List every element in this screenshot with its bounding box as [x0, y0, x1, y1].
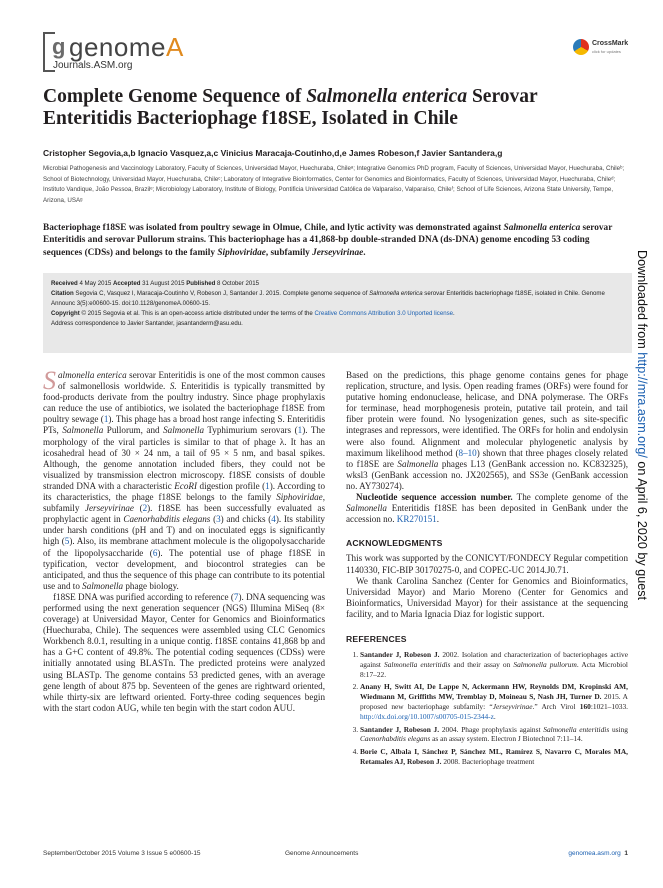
- watermark-link[interactable]: http://mra.asm.org/: [635, 352, 649, 458]
- body-paragraph-2: [43, 592, 325, 714]
- drop-cap: S: [43, 366, 56, 395]
- ref-link[interactable]: 4: [271, 514, 276, 525]
- journal-logo: [43, 28, 213, 74]
- received-label: Received: [51, 280, 78, 287]
- crossmark-icon: [573, 39, 589, 55]
- body-text: ). Also, its membrane attachment molecule is the oligopolysaccharide of the lipopolysaccharide (: [43, 536, 325, 558]
- ref-text: . Acta Microbiol 8:17–22.: [360, 659, 628, 679]
- accession-paragraph: [346, 492, 628, 525]
- body-text: .: [436, 514, 439, 525]
- logo-site: Journals.ASM.org: [53, 60, 133, 71]
- ref-authors: Santander J, Robeson J.: [360, 650, 440, 660]
- license-link[interactable]: Creative Commons Attribution 3.0 Unported license: [314, 310, 454, 317]
- footer-site-link[interactable]: genomea.asm.org: [568, 850, 621, 857]
- ref-link[interactable]: 2: [142, 503, 148, 514]
- ref-authors: Borie C, Albala I, Sánchez P, Sánchez ML, Ramírez S, Navarro C, Morales MA, Retamales AJ, Robeson J.: [360, 747, 628, 767]
- abstract-italic: Siphoviridae: [217, 247, 266, 258]
- crossmark-sub: click for updates: [592, 49, 621, 54]
- logo-word-accent: A: [165, 32, 184, 62]
- body-italic: Salmonella: [62, 425, 104, 436]
- logo-g-icon: g: [52, 34, 66, 59]
- abstract: [43, 222, 628, 259]
- citation-text: Segovia C, Vasquez I, Maracaja-Coutinho V, Robeson J, Santander J. 2015. Complete genome sequence of: [73, 290, 370, 297]
- abstract-text: , subfamily: [265, 247, 313, 258]
- body-text: serovar Enteritidis is one of the most common causes of salmonellosis worldwide.: [58, 370, 325, 392]
- body-text: digestion profile (: [197, 480, 266, 491]
- body-text: Enteritidis f18SE has been deposited in GenBank under the accession no.: [346, 503, 628, 525]
- copyright-line: [51, 309, 624, 319]
- ref-italic: Caenorhabditis elegans: [360, 734, 431, 744]
- ref-italic: Salmonella pullorum: [513, 659, 577, 669]
- copyright-text: .: [453, 310, 455, 317]
- references-heading: REFERENCES: [346, 633, 407, 644]
- ref-authors: Anany H, Switt AI, De Lappe N, Ackermann HW, Reynolds DM, Kropinski AM, Wiedmann M, Griffiths MW, Tremblay D, Moineau S, Nash JH, Turner D.: [360, 682, 628, 702]
- body-text: Enteritidis is typically transmitted by food-products derivate from the poultry industry. Since phage prophylaxis can reduce the use of antibiotics, we isolated the bacteriophage f18SE from poultry sewage (: [43, 381, 325, 425]
- ref-text: as an assay system. Electron J Biotechnol 7:11–14.: [430, 734, 583, 744]
- footer-issue-info: September/October 2015 Volume 3 Issue 5 e00600-15: [43, 850, 201, 857]
- doi-link[interactable]: http://dx.doi.org/10.1007/s00705-015-2344-z: [360, 711, 494, 721]
- article-title: [43, 86, 628, 130]
- body-text: Based on the predictions, this phage genome contains genes for phage replication, structure, and lysis. Open reading frames (ORFs) were found for putative homing endonuclease, helicase, and DNA polymerase. The ORFs for terminase, head morphogenesis protein, putative tail protein, and tail fiber protein were found. No lysogenization genes, such as site-specific integrases and repressors, were identified. The ORFs for holin and endolysin were also found. Alignment and molecular phylogenetic analysis by maximum likelihood method (: [346, 370, 628, 458]
- ref-link[interactable]: 1: [297, 425, 303, 436]
- published-label: Published: [186, 280, 216, 287]
- body-italic: EcoRI: [174, 480, 197, 491]
- reference-item: [360, 725, 628, 745]
- body-text: ). Its stability under harsh conditions (pH and T) and on inoculated eggs is significantly high (: [43, 514, 325, 547]
- page-footer: [43, 850, 628, 862]
- acknowledgments-heading: ACKNOWLEDGMENTS: [346, 538, 443, 549]
- ref-text: 2004. Phage prophylaxis against: [439, 724, 544, 734]
- body-text: ). f18SE has been successfully evaluated as prophylactic agent in: [43, 503, 325, 525]
- ref-text: 2008. Bacteriophage treatment: [441, 757, 535, 767]
- ref-text: .: [493, 711, 496, 721]
- body-text: f18SE DNA was purified according to reference (: [53, 591, 234, 602]
- body-paragraph-3: [346, 370, 628, 492]
- citation-italic: Salmonella enterica: [369, 290, 423, 297]
- article-info-box: [43, 273, 632, 353]
- copyright-label: Copyright: [51, 310, 80, 317]
- ref-link[interactable]: 8–10: [458, 447, 477, 458]
- body-italic: Salmonella: [163, 425, 205, 436]
- ref-text: and their assay on: [450, 659, 514, 669]
- watermark-text: Downloaded from: [635, 250, 649, 353]
- ref-italic: Salmonella enteritidis: [543, 724, 610, 734]
- body-text: phage biology.: [123, 580, 179, 591]
- ref-authors: Santander J, Robeson J.: [360, 724, 440, 734]
- reference-item: [360, 747, 628, 767]
- ref-text: :1021–1033.: [590, 702, 629, 712]
- body-text: (: [210, 514, 217, 525]
- ref-text: 2015. A proposed new bacteriophage subfamily: “: [360, 692, 628, 712]
- body-italic: Salmonella: [397, 458, 439, 469]
- ref-link[interactable]: 6: [152, 547, 158, 558]
- ref-text: using: [609, 724, 628, 734]
- ref-text: 2002. Isolation and characterization of bacteriophages active against: [360, 650, 628, 669]
- body-text: ). The potential use of phage f18SE in typification, vector development, and biocontrol strategies can be anticipated, and thus the sequence of this phage can contribute to its potential use and to: [43, 547, 326, 591]
- acknowledgments-paragraph-1: This work was supported by the CONICYT/FONDECY Regular competition 1140330, FIC-BIP 30170275-0, and COPEC-UC 2014.J0.71.: [346, 553, 628, 575]
- reference-item: [360, 682, 628, 721]
- reference-item: [360, 650, 628, 679]
- ref-link[interactable]: 1: [103, 414, 109, 425]
- body-text: phages L13 (GenBank accession no. KC832325), wksl3 (GenBank accession no. JX202565), and SS3e (GenBank accession no. AY730274).: [346, 458, 629, 491]
- accession-link[interactable]: KR270151: [396, 514, 437, 525]
- footer-journal-name: Genome Announcements: [285, 850, 359, 857]
- received-date: 4 May 2015: [77, 280, 113, 287]
- title-post: Serovar Enteritidis Bacteriophage f18SE, Isolated in Chile: [43, 86, 538, 129]
- body-text: The complete genome of the: [512, 492, 628, 503]
- body-text: ). DNA sequencing was performed using the next generation sequencer (NGS) Illumina MiSeq (8× coverage) at Universidad Mayor, Center for Genomics and Bioinformatics (Huechuraba, Chile). The sequences were assembled using CLC Genomics Workbench 8.0.1, resulting in a unique contig. f18SE contains 41,868 bp and has a G+C content of 49.8%. The potential coding sequences (CDSs) were initially annotated using BLASTn. The predicted proteins were analyzed using BLASTp. The genome contains 53 predicted genes, with an average gene length of about 875 bp. Seventeen of the genes are rightward oriented, while thirty-six are leftward oriented. Forty-three coding sequences begin with the start codon AUG, while ten begin with the start codon AUU.: [43, 591, 326, 713]
- body-italic: Caenorhabditis elegans: [123, 514, 211, 525]
- body-italic: Salmonella: [82, 580, 124, 591]
- ref-text: .” Arch Virol: [532, 702, 580, 712]
- citation-text: serovar Enteritidis bacteriophage f18SE, isolated in Chile. Genome Announc 3(5):e00600-15. doi:10.1128/genomeA.00600-15.: [51, 290, 605, 307]
- affiliations: Microbial Pathogenesis and Vaccinology Laboratory, Faculty of Sciences, Universidad Mayor, Huechuraba, Chileᵃ; Integrative Genomics PhD program, Faculty of Sciences, Universidad Mayor, Huechuraba, Chileᵇ; School of Biotechnology, Universidad Mayor, Huechuraba, Chileᶜ; Laboratory of Integrative Bioinformatics, Center for Genomics and Bioinformatics, Faculty of Sciences, Universidad Mayor, Huechuraba, Chileᵈ; Instituto Vandique, João Pessoa, Brazilᵉ; Microbiology Laboratory, Institute of Biology, Pontificia Universidad Católica de Valparaíso, Valparaíso, Chileᶠ; School of Life Sciences, Arizona State University, Tempe, Arizona, USAᵍ: [43, 165, 625, 204]
- ref-link[interactable]: 5: [64, 536, 70, 547]
- body-text: ). This phage has a broad host range infecting S. Enteritidis PTs,: [43, 414, 325, 436]
- body-text: ). The morphology of the viral particles is similar to that of phage λ. It has an icosahedral head of 30 × 24 nm, a tail of 95 × 5 nm, and basal spikes. Although, the genome annotation included fibers, they could not be visualized by transmission electron microscopy. f18SE consists of double stranded DNA with a characteristic: [43, 425, 325, 491]
- accession-heading: Nucleotide sequence accession number.: [356, 492, 513, 503]
- body-italic: S.: [169, 381, 177, 392]
- body-italic: Siphoviridae: [276, 492, 323, 503]
- body-text: Pullorum, and: [103, 425, 164, 436]
- abstract-italic: Salmonella enterica: [503, 223, 581, 233]
- correspondence-line: Address correspondence to Javier Santander, jasantanderm@asu.edu.: [51, 320, 243, 327]
- acknowledgments-paragraph-2: We thank Carolina Sanchez (Center for Genomics and Bioinformatics, Universidad Mayor) and Mario Moreno (Center for Genomics and Bioinformatics, Universidad Mayor) for their assistance at the sequencing facility, and to Maria Ignacia Diaz for logistic support.: [346, 575, 628, 619]
- logo-word-main: genome: [69, 32, 166, 62]
- published-date: 8 October 2015: [215, 280, 260, 287]
- reference-list: [346, 650, 628, 767]
- ref-italic: Salmonella enteritidis: [384, 659, 451, 669]
- ref-link[interactable]: 3: [216, 514, 221, 525]
- page-number: 1: [624, 850, 628, 857]
- body-italic: almonella enterica: [58, 370, 127, 380]
- ref-link[interactable]: 1: [265, 480, 270, 491]
- title-italic: Salmonella enterica: [306, 86, 468, 107]
- accepted-date: 31 August 2015: [140, 280, 187, 287]
- ref-link[interactable]: 7: [233, 591, 239, 602]
- body-column-left: [43, 366, 326, 714]
- ref-italic: Jerseyvirinae: [492, 702, 533, 712]
- body-italic: Jerseyvirinae: [84, 503, 134, 514]
- dates-line: [51, 279, 624, 289]
- abstract-text: Bacteriophage f18SE was isolated from poultry sewage in Olmue, Chile, and lytic activity was demonstrated against: [43, 223, 504, 233]
- body-text: ). According to its characteristics, the phage f18SE belongs to the family: [43, 480, 326, 503]
- body-column-right: [346, 370, 628, 770]
- citation-line: [51, 289, 624, 309]
- body-text: ) shown that three phages closely related to f18SE are: [346, 447, 628, 469]
- footer-right: [568, 850, 628, 857]
- accepted-label: Accepted: [113, 280, 141, 287]
- download-watermark: [635, 250, 649, 600]
- body-text: Typhimurium serovars (: [204, 425, 298, 436]
- body-text: , subfamily: [43, 492, 325, 514]
- body-paragraph-1: [43, 366, 326, 592]
- abstract-italic: Jerseyvirinae: [312, 247, 364, 258]
- author-list: Cristopher Segovia,a,b Ignacio Vasquez,a,c Vinicius Maracaja-Coutinho,d,e James Robeson,f Javier Santandera,g: [43, 148, 503, 158]
- copyright-text: © 2015 Segovia et al. This is an open-access article distributed under the terms of the: [79, 310, 315, 317]
- crossmark-badge[interactable]: [573, 38, 633, 60]
- crossmark-label: CrossMark: [592, 40, 629, 47]
- body-text: ) and chicks (: [220, 514, 272, 525]
- citation-label: Citation: [51, 290, 74, 297]
- title-pre: Complete Genome Sequence of: [43, 86, 307, 107]
- ref-volume: 160: [579, 702, 591, 712]
- body-italic: Salmonella: [346, 503, 387, 514]
- body-text: (: [133, 503, 143, 514]
- watermark-text: on April 6, 2020 by guest: [635, 457, 649, 601]
- abstract-text: serovar Enteritidis and serovar Pullorum strains. This bacteriophage has a 41,868-bp double-stranded DNA (ds-DNA) genome encoding 53 coding sequences (CDSs) and belongs to the family: [43, 223, 613, 258]
- logo-wordmark: [69, 32, 184, 63]
- abstract-text: .: [363, 247, 366, 258]
